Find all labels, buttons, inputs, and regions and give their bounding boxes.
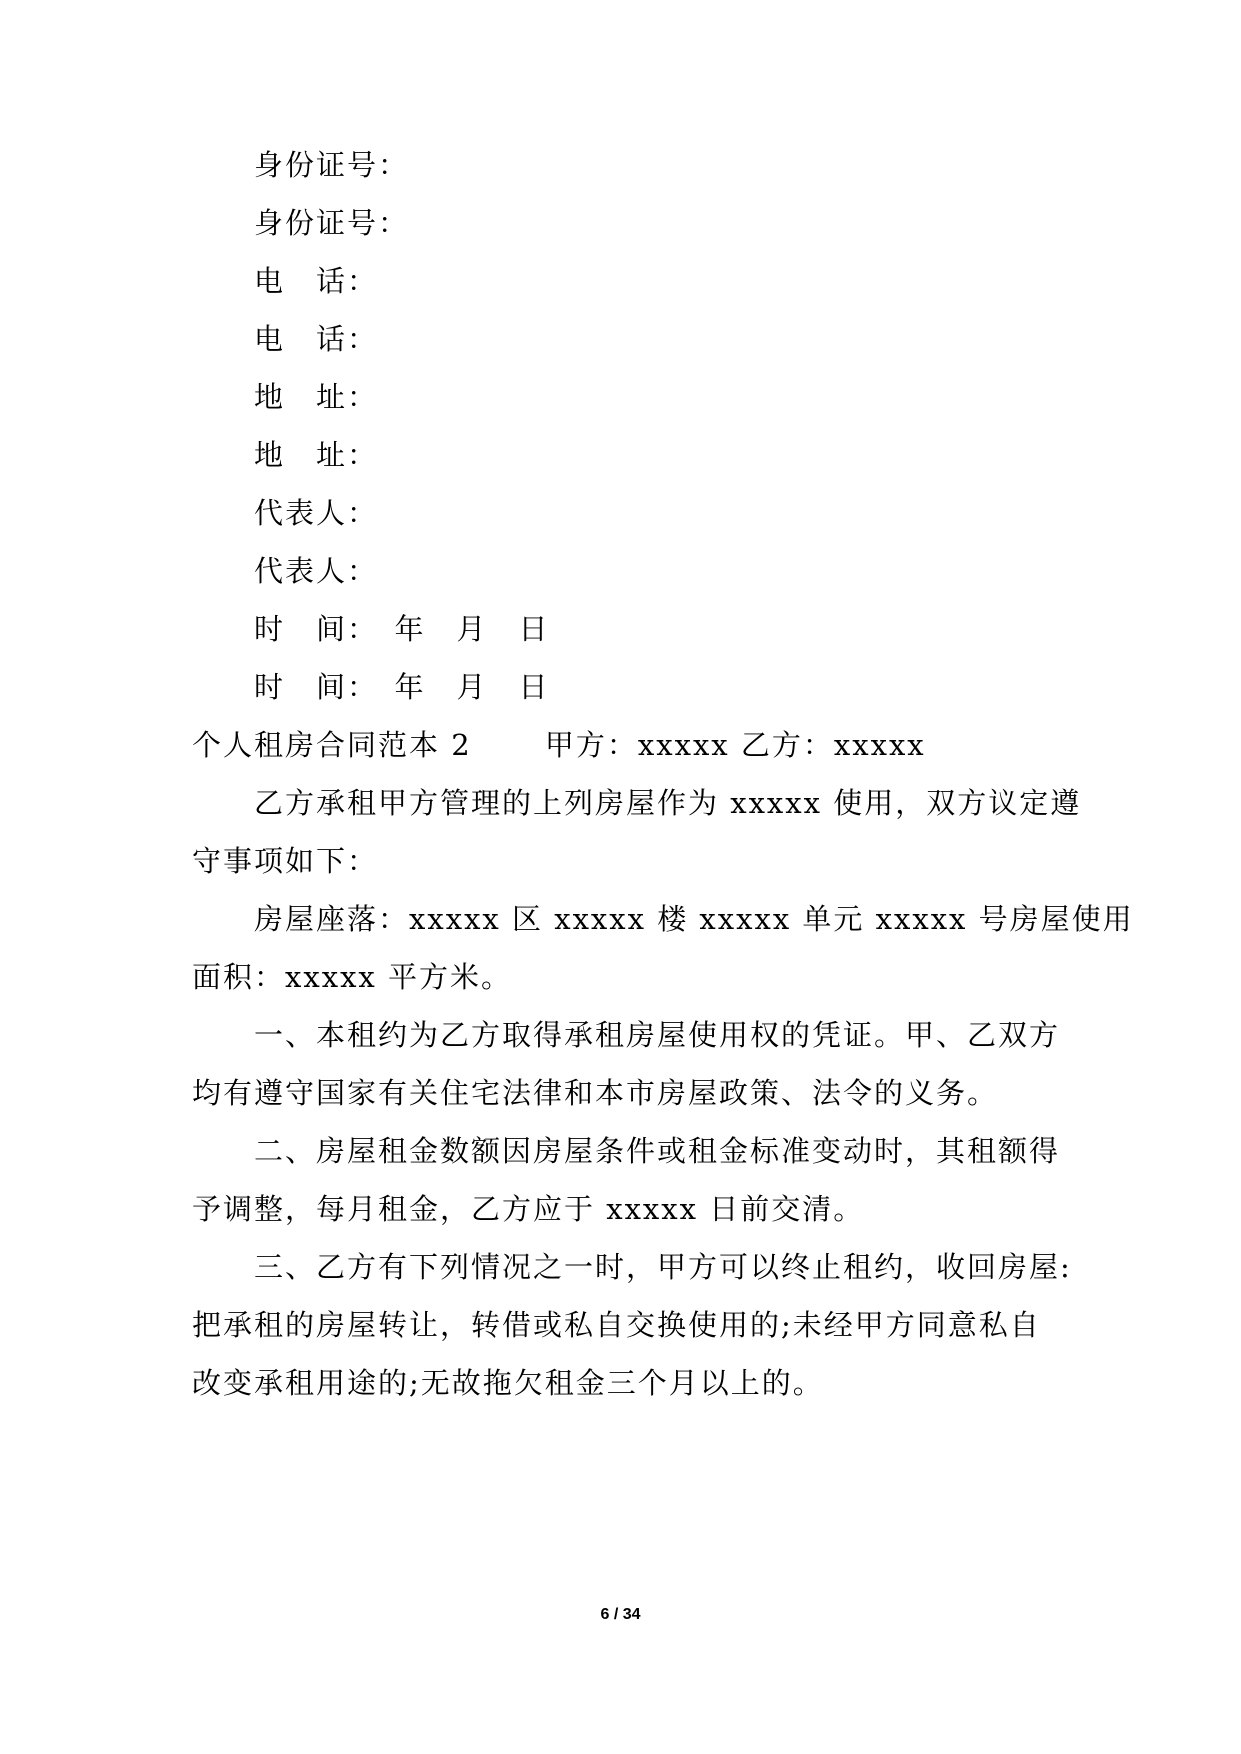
field-id-number: 身份证号： <box>254 148 410 182</box>
page-number: 6 / 34 <box>600 1606 641 1623</box>
paragraph-line: 乙方承租甲方管理的上列房屋作为 xxxxx 使用，双方议定遵 <box>254 786 1082 820</box>
field-phone: 电 话： <box>254 322 379 356</box>
paragraph-line: 二、房屋租金数额因房屋条件或租金标准变动时，其租额得 <box>254 1134 1061 1168</box>
paragraph-line: 均有遵守国家有关住宅法律和本市房屋政策、法令的义务。 <box>192 1076 999 1110</box>
paragraph-line: 予调整，每月租金，乙方应于 xxxxx 日前交清。 <box>192 1192 865 1226</box>
paragraph-line: 房屋座落：xxxxx 区 xxxxx 楼 xxxxx 单元 xxxxx 号房屋使用 <box>254 902 1134 936</box>
field-date: 时 间： 年 月 日 <box>254 612 550 646</box>
field-phone: 电 话： <box>254 264 379 298</box>
paragraph-line: 守事项如下： <box>192 844 379 878</box>
field-address: 地 址： <box>254 380 379 414</box>
paragraph-line: 把承租的房屋转让，转借或私自交换使用的;未经甲方同意私自 <box>192 1308 1041 1342</box>
paragraph-line: 改变承租用途的;无故拖欠租金三个月以上的。 <box>192 1366 824 1400</box>
field-date: 时 间： 年 月 日 <box>254 670 550 704</box>
field-representative: 代表人： <box>254 554 379 588</box>
field-address: 地 址： <box>254 438 379 472</box>
paragraph-line: 面积：xxxxx 平方米。 <box>192 960 512 994</box>
field-representative: 代表人： <box>254 496 379 530</box>
field-id-number: 身份证号： <box>254 206 410 240</box>
paragraph-line: 一、本租约为乙方取得承租房屋使用权的凭证。甲、乙双方 <box>254 1018 1061 1052</box>
paragraph-line: 三、乙方有下列情况之一时，甲方可以终止租约，收回房屋: <box>254 1250 1072 1284</box>
contract-heading: 个人租房合同范本 2 甲方：xxxxx 乙方：xxxxx <box>192 728 926 762</box>
